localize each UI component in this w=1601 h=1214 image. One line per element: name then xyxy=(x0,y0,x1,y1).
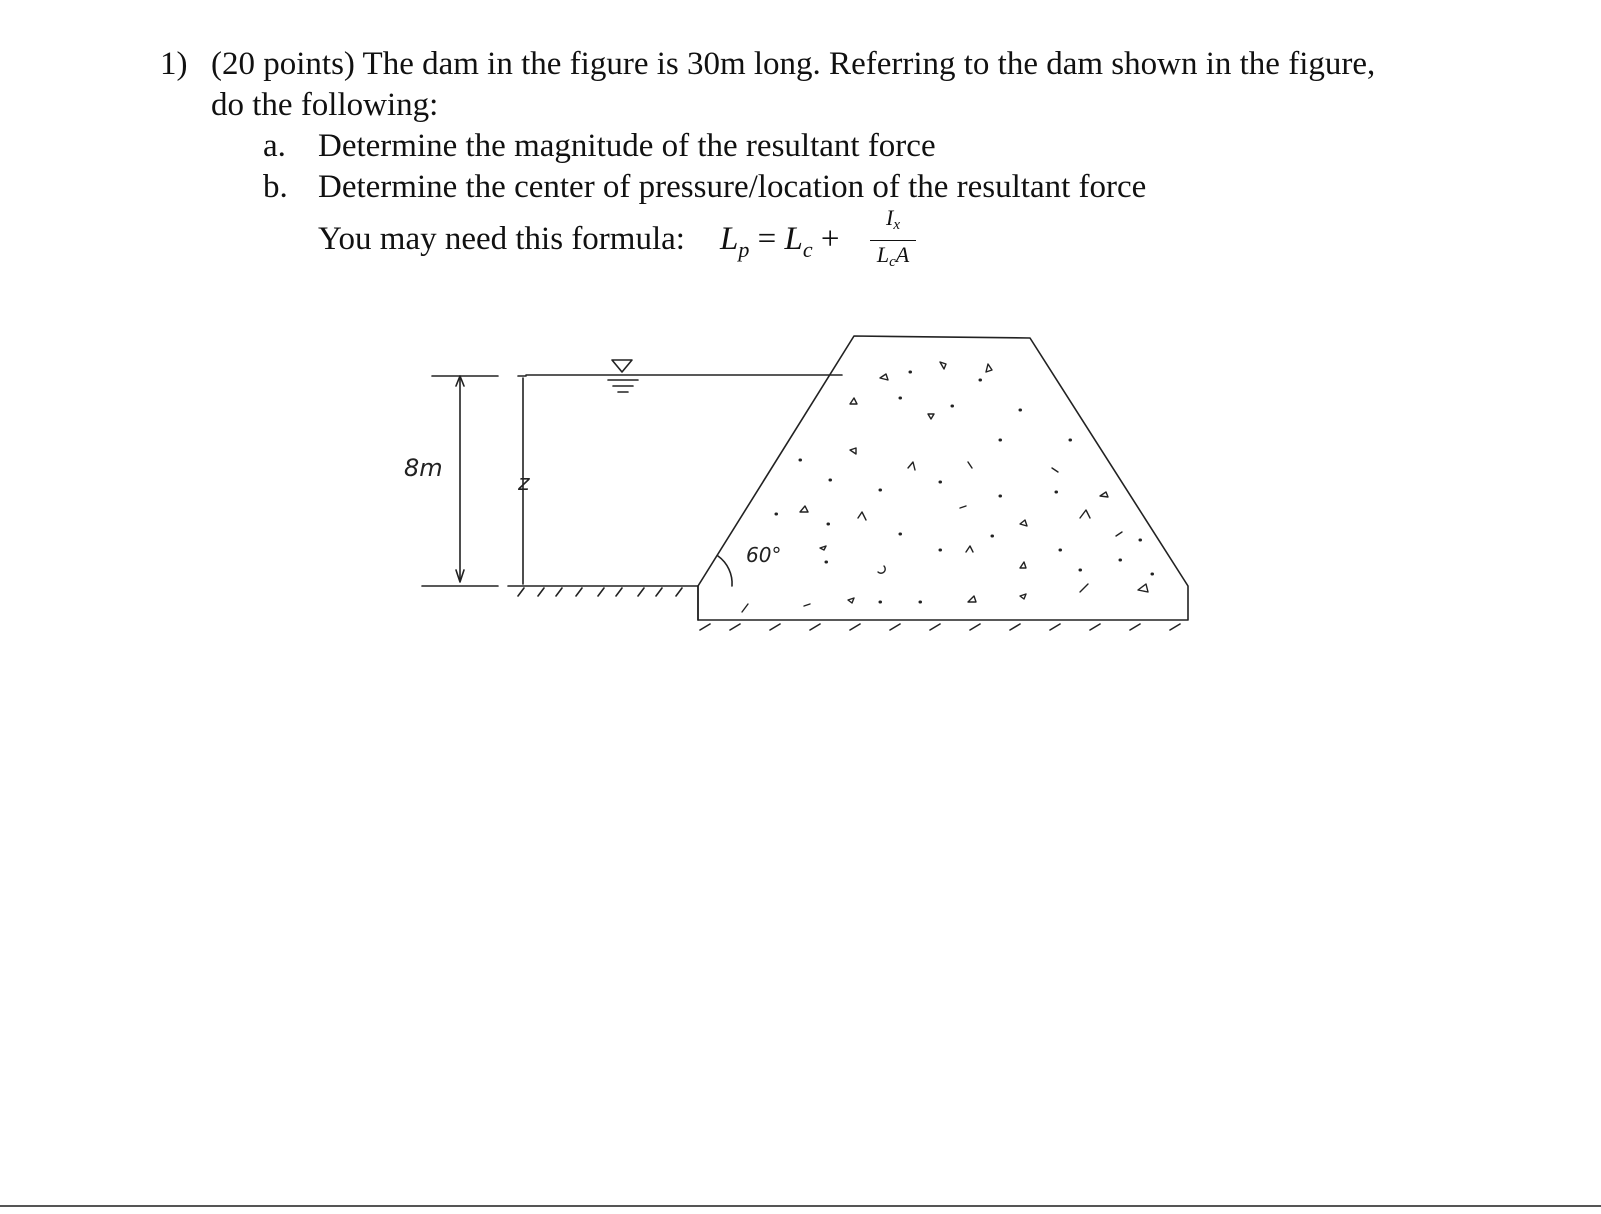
aggregate-dots xyxy=(776,372,1153,602)
fraction-numerator-subscript: x xyxy=(893,217,900,233)
fraction-denominator-l: L xyxy=(876,242,890,267)
question-number: 1) xyxy=(160,46,188,82)
formula-lc-subscript: c xyxy=(802,237,813,262)
dam-sketch xyxy=(380,300,1220,650)
question-prompt-continued: do the following: xyxy=(211,87,439,123)
angle-arc xyxy=(718,556,732,586)
formula-lp-subscript: p xyxy=(738,237,750,262)
sub-question-letter: b. xyxy=(263,169,288,205)
dam-figure xyxy=(380,300,1220,650)
water-level-triangle xyxy=(612,360,632,372)
z-label: z xyxy=(518,471,530,496)
sub-question-text: Determine the magnitude of the resultant force xyxy=(318,128,936,164)
dam-outline xyxy=(698,336,1188,620)
sub-question-b xyxy=(160,167,1500,208)
fraction-numerator-symbol: I xyxy=(886,205,894,230)
sub-question-letter: a. xyxy=(263,128,286,164)
sub-question-a xyxy=(160,126,1500,167)
fraction-denominator-subscript: c xyxy=(889,254,896,270)
depth-label: 8m xyxy=(404,454,443,482)
question-block xyxy=(160,44,1500,208)
formula-fraction xyxy=(870,205,916,275)
formula-equation xyxy=(720,221,839,263)
sub-question-text: Determine the center of pressure/location of the resultant force xyxy=(318,169,1147,205)
formula-lc-symbol: L xyxy=(784,221,803,257)
page-bottom-rule xyxy=(0,1205,1601,1207)
aggregate-texture xyxy=(742,362,1148,612)
question-line-2 xyxy=(160,85,1500,126)
foundation-hatching xyxy=(700,624,1180,630)
fraction-denominator xyxy=(870,242,916,275)
formula-equals: = xyxy=(757,221,777,257)
fraction-bar xyxy=(870,240,916,241)
question-prompt: (20 points) The dam in the figure is 30m long. Referring to the dam shown in the figure, xyxy=(211,46,1376,82)
formula-plus: + xyxy=(820,221,840,257)
angle-label: 60° xyxy=(746,543,782,567)
fraction-numerator xyxy=(870,205,916,238)
bed-hatching xyxy=(518,588,682,596)
formula-lead-text: You may need this formula: xyxy=(318,221,685,257)
fraction-denominator-a: A xyxy=(895,242,910,267)
question-line-1 xyxy=(160,44,1500,85)
sub-question-list xyxy=(160,126,1500,208)
formula-lp-symbol: L xyxy=(720,221,739,257)
